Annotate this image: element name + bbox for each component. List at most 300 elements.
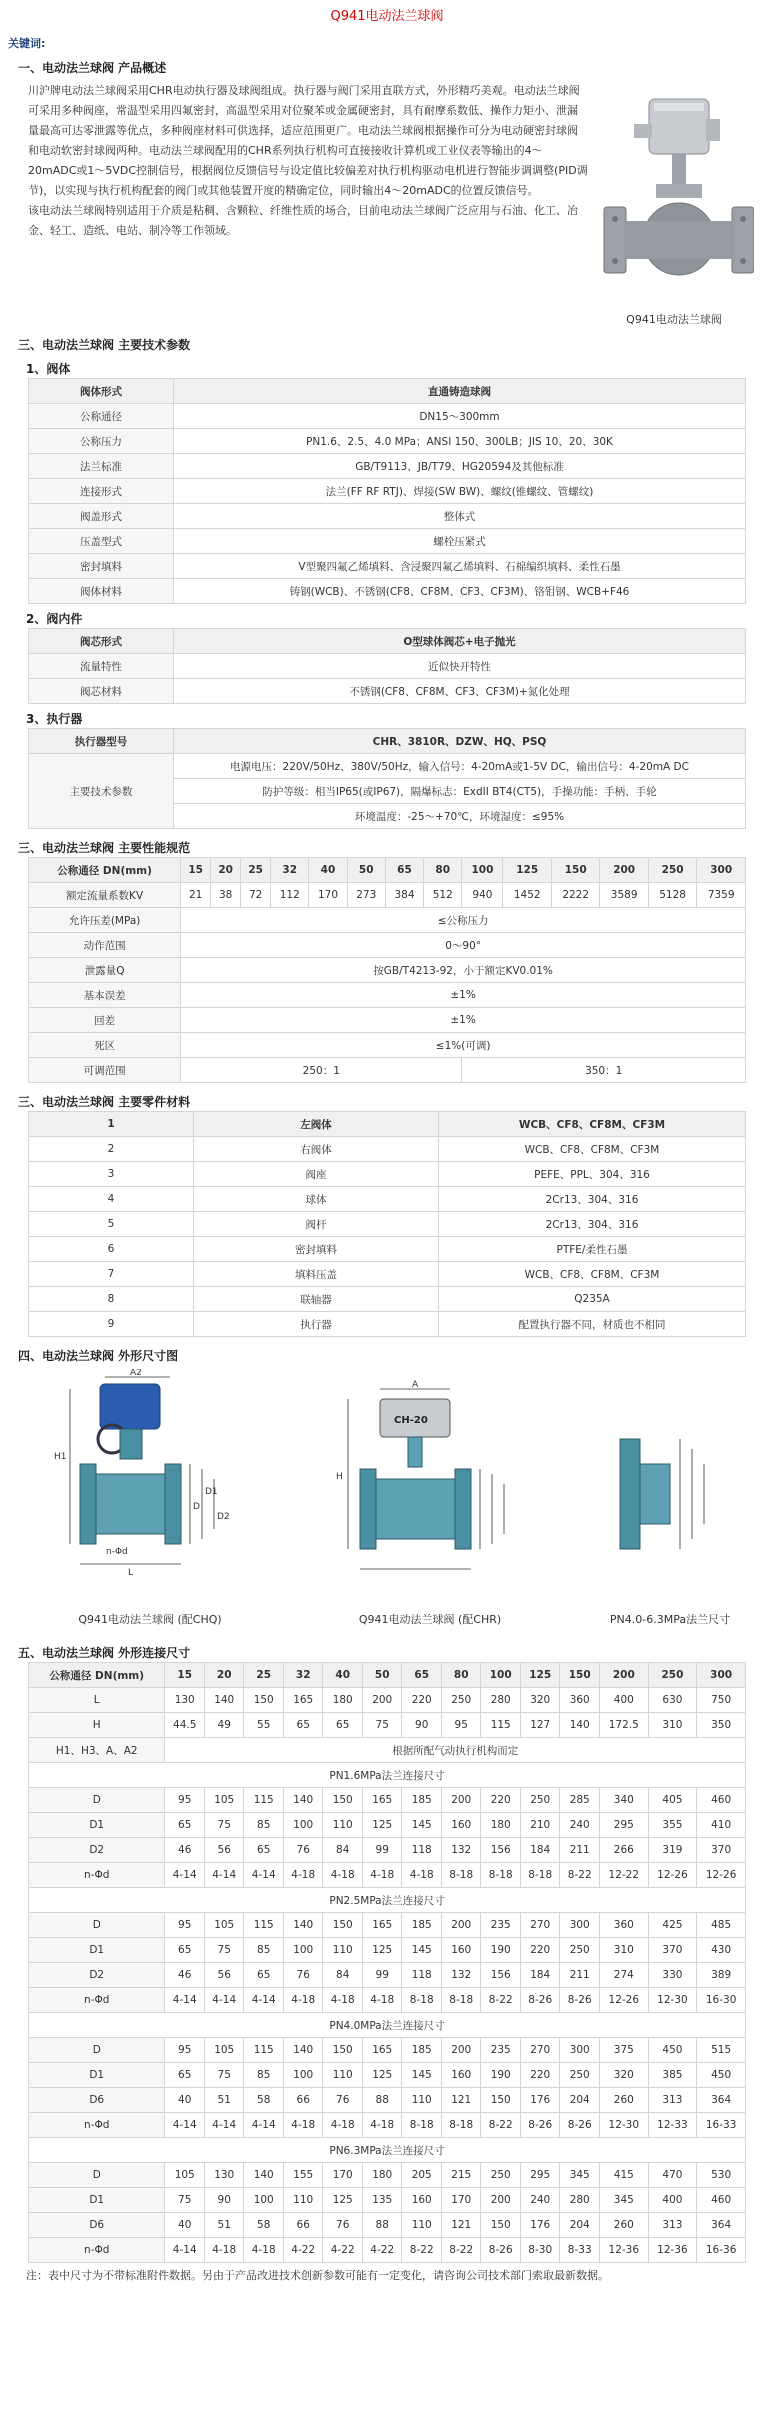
- table-header: 200: [599, 1663, 648, 1688]
- table-cell: 145: [402, 2063, 442, 2088]
- table-cell: 320: [520, 1688, 560, 1713]
- table-cell: 8-26: [520, 1988, 560, 2013]
- table-cell: 210: [520, 1813, 560, 1838]
- table-row: [29, 1738, 746, 1763]
- materials-table: [28, 1111, 746, 1337]
- table-cell: 56: [204, 1838, 244, 1863]
- table-cell: 450: [697, 2063, 746, 2088]
- table-cell: 220: [481, 1788, 521, 1813]
- table-cell: 7359: [697, 883, 746, 908]
- table-cell: 65: [323, 1713, 363, 1738]
- table-row: [29, 1112, 746, 1137]
- table-row: [29, 479, 746, 504]
- table-cell: 21: [181, 883, 211, 908]
- table-cell: 150: [481, 2213, 521, 2238]
- table-cell: 配置执行器不同，材质也不相同: [439, 1312, 746, 1337]
- table-cell: 8-26: [560, 1988, 600, 2013]
- table-row: [29, 2113, 746, 2138]
- table-cell: 4-14: [204, 2113, 244, 2138]
- table-cell: D: [29, 2038, 165, 2063]
- table-cell: 12-26: [648, 1863, 697, 1888]
- table-cell: 法兰(FF RF RTJ)、焊接(SW BW)、螺纹(锥螺纹、管螺纹): [174, 479, 746, 504]
- table-cell: 300: [560, 1913, 600, 1938]
- connection-table: [28, 1662, 746, 2263]
- table-cell: 750: [697, 1688, 746, 1713]
- table-cell: 130: [165, 1688, 205, 1713]
- table-header: 1: [29, 1112, 194, 1137]
- table-cell: 176: [520, 2088, 560, 2113]
- drawing-label: L: [128, 1568, 134, 1578]
- table-cell: 170: [441, 2188, 481, 2213]
- table-row: [29, 858, 746, 883]
- table-cell: 295: [520, 2163, 560, 2188]
- table-row: [29, 504, 746, 529]
- actuator-model-label: CH-20: [394, 1415, 428, 1426]
- table-cell: 165: [283, 1688, 323, 1713]
- table-cell: 121: [441, 2213, 481, 2238]
- table-cell: 整体式: [174, 504, 746, 529]
- table-cell: 125: [362, 1938, 402, 1963]
- table-cell: 360: [560, 1688, 600, 1713]
- overview-paragraph-2: 该电动法兰球阀特别适用于介质是粘稠、含颗粒、纤维性质的场合，目前电动法兰球阀广泛应用与石油、化工、冶金、轻工、造纸、电站、制冷等工作领域。: [28, 204, 578, 237]
- table-cell: 100: [283, 1813, 323, 1838]
- table-cell: 345: [599, 2188, 648, 2213]
- table-cell: 115: [244, 1788, 284, 1813]
- table-cell: 220: [402, 1688, 442, 1713]
- table-cell: 320: [599, 2063, 648, 2088]
- table-cell: V型聚四氟乙烯填料、含浸聚四氟乙烯填料、石棉编织填料、柔性石墨: [174, 554, 746, 579]
- table-cell: 319: [648, 1838, 697, 1863]
- table-header: CHR、3810R、DZW、HQ、PSQ: [174, 729, 746, 754]
- table-cell: PN2.5MPa法兰连接尺寸: [29, 1888, 746, 1913]
- table-cell: 法兰标准: [29, 454, 174, 479]
- table-row: [29, 2238, 746, 2263]
- table-cell: 8-22: [481, 1988, 521, 2013]
- table-cell: 132: [441, 1963, 481, 1988]
- drawing-caption-chr: Q941电动法兰球阀 (配CHR): [358, 1613, 502, 1626]
- table-cell: 1452: [503, 883, 551, 908]
- table-row: [29, 1888, 746, 1913]
- table-cell: 4-18: [402, 1863, 442, 1888]
- table-row: [29, 933, 746, 958]
- table-cell: 204: [560, 2088, 600, 2113]
- table-cell: 46: [165, 1838, 205, 1863]
- table-cell: 512: [424, 883, 462, 908]
- table-cell: 260: [599, 2213, 648, 2238]
- table-cell: 基本误差: [29, 983, 181, 1008]
- table-cell: H: [29, 1713, 165, 1738]
- table-cell: 940: [462, 883, 503, 908]
- table-header: 125: [503, 858, 551, 883]
- table-cell: PEFE、PPL、304、316: [439, 1162, 746, 1187]
- table-cell: 220: [520, 1938, 560, 1963]
- table-cell: 235: [481, 2038, 521, 2063]
- table-header: 15: [181, 858, 211, 883]
- actuator-heading: 3、执行器: [26, 712, 83, 726]
- table-cell: 235: [481, 1913, 521, 1938]
- table-cell: 球体: [194, 1187, 439, 1212]
- table-cell: 8-18: [520, 1863, 560, 1888]
- table-row: [29, 2213, 746, 2238]
- table-row: [29, 1963, 746, 1988]
- table-row: [29, 429, 746, 454]
- table-cell: ≤公称压力: [181, 908, 746, 933]
- table-cell: 8-26: [520, 2113, 560, 2138]
- table-cell: 190: [481, 1938, 521, 1963]
- table-row: [29, 1008, 746, 1033]
- table-cell: 4-18: [204, 2238, 244, 2263]
- table-row: [29, 1137, 746, 1162]
- table-cell: 12-33: [648, 2113, 697, 2138]
- table-cell: 公称压力: [29, 429, 174, 454]
- table-header: 公称通径 DN(mm): [29, 858, 181, 883]
- table-cell: 环境温度：-25～+70℃，环境湿度：≤95%: [174, 804, 746, 829]
- connection-heading: 五、电动法兰球阀 外形连接尺寸: [18, 1646, 191, 1660]
- table-row: [29, 529, 746, 554]
- table-cell: 泄露量Q: [29, 958, 181, 983]
- table-cell: 4-14: [204, 1988, 244, 2013]
- table-cell: 85: [244, 2063, 284, 2088]
- drawing-label: D: [193, 1502, 200, 1512]
- table-cell: 180: [481, 1813, 521, 1838]
- table-row: [29, 679, 746, 704]
- table-cell: 密封填料: [29, 554, 174, 579]
- table-cell: 44.5: [165, 1713, 205, 1738]
- table-cell: 4-14: [244, 1863, 284, 1888]
- table-row: [29, 2038, 746, 2063]
- table-cell: 84: [323, 1963, 363, 1988]
- table-cell: 204: [560, 2213, 600, 2238]
- dimension-drawings: [0, 1369, 774, 1634]
- table-cell: 执行器: [194, 1312, 439, 1337]
- table-cell: 0～90°: [181, 933, 746, 958]
- table-cell: 连接形式: [29, 479, 174, 504]
- table-cell: 根据所配气动执行机构而定: [165, 1738, 746, 1763]
- table-cell: 156: [481, 1963, 521, 1988]
- table-header: 100: [481, 1663, 521, 1688]
- valve-photo-caption: Q941电动法兰球阀: [626, 313, 722, 326]
- table-cell: D2: [29, 1838, 165, 1863]
- table-header: 50: [347, 858, 385, 883]
- table-cell: 364: [697, 2213, 746, 2238]
- table-cell: 2222: [551, 883, 599, 908]
- table-cell: 65: [165, 2063, 205, 2088]
- table-cell: 260: [599, 2088, 648, 2113]
- table-cell: 170: [309, 883, 347, 908]
- table-row: [29, 883, 746, 908]
- table-cell: 100: [283, 1938, 323, 1963]
- table-cell: 115: [481, 1713, 521, 1738]
- table-cell: 4-22: [362, 2238, 402, 2263]
- table-cell: 340: [599, 1788, 648, 1813]
- table-cell: 4-14: [244, 1988, 284, 2013]
- table-cell: 295: [599, 1813, 648, 1838]
- table-cell: 16-36: [697, 2238, 746, 2263]
- table-row: [29, 1212, 746, 1237]
- table-cell: 4-22: [283, 2238, 323, 2263]
- table-cell: DN15～300mm: [174, 404, 746, 429]
- table-cell: 250：1: [181, 1058, 462, 1083]
- table-cell: 105: [204, 2038, 244, 2063]
- table-cell: 415: [599, 2163, 648, 2188]
- table-cell: 流量特性: [29, 654, 174, 679]
- table-cell: 66: [283, 2213, 323, 2238]
- table-cell: 额定流量系数KV: [29, 883, 181, 908]
- table-cell: 4-18: [323, 1863, 363, 1888]
- table-cell: 140: [283, 1913, 323, 1938]
- table-cell: 115: [244, 1913, 284, 1938]
- table-cell: 370: [648, 1938, 697, 1963]
- table-cell: 95: [441, 1713, 481, 1738]
- table-cell: 125: [362, 1813, 402, 1838]
- table-cell: 8-18: [441, 1988, 481, 2013]
- table-cell: 170: [323, 2163, 363, 2188]
- table-header: 左阀体: [194, 1112, 439, 1137]
- table-row: [29, 629, 746, 654]
- table-cell: 可调范围: [29, 1058, 181, 1083]
- table-cell: 8-26: [560, 2113, 600, 2138]
- table-cell: 310: [599, 1938, 648, 1963]
- table-cell: H1、H3、A、A2: [29, 1738, 165, 1763]
- table-header: 15: [165, 1663, 205, 1688]
- table-cell: 135: [362, 2188, 402, 2213]
- table-cell: D: [29, 1913, 165, 1938]
- table-cell: 75: [204, 1938, 244, 1963]
- table-cell: 384: [385, 883, 423, 908]
- table-cell: 65: [165, 1938, 205, 1963]
- drawing-heading: 四、电动法兰球阀 外形尺寸图: [18, 1349, 179, 1363]
- table-header: 50: [362, 1663, 402, 1688]
- table-cell: D: [29, 2163, 165, 2188]
- table-cell: 460: [697, 1788, 746, 1813]
- table-cell: 8-18: [402, 1988, 442, 2013]
- table-header: 250: [648, 1663, 697, 1688]
- table-cell: 75: [362, 1713, 402, 1738]
- tech-params-heading: 三、电动法兰球阀 主要技术参数: [18, 338, 191, 352]
- table-cell: 8-33: [560, 2238, 600, 2263]
- table-row: [29, 1663, 746, 1688]
- table-cell: 410: [697, 1813, 746, 1838]
- drawing-flange: [600, 1429, 720, 1579]
- table-cell: PN1.6MPa法兰连接尺寸: [29, 1763, 746, 1788]
- table-cell: 8-22: [402, 2238, 442, 2263]
- table-header: 阀体形式: [29, 379, 174, 404]
- table-cell: 355: [648, 1813, 697, 1838]
- table-row: [29, 1913, 746, 1938]
- table-header: 150: [560, 1663, 600, 1688]
- table-cell: 4-22: [323, 2238, 363, 2263]
- table-cell: 8-30: [520, 2238, 560, 2263]
- table-cell: 370: [697, 1838, 746, 1863]
- table-cell: 132: [441, 1838, 481, 1863]
- table-cell: 右阀体: [194, 1137, 439, 1162]
- table-cell: 阀杆: [194, 1212, 439, 1237]
- table-cell: 389: [697, 1963, 746, 1988]
- table-cell: 8-22: [441, 2238, 481, 2263]
- inner-heading: 2、阀内件: [26, 612, 83, 626]
- table-cell: 90: [402, 1713, 442, 1738]
- table-row: [29, 2088, 746, 2113]
- table-cell: 49: [204, 1713, 244, 1738]
- table-cell: GB/T9113、JB/T79、HG20594及其他标准: [174, 454, 746, 479]
- table-header: 250: [648, 858, 696, 883]
- table-cell: 阀芯材料: [29, 679, 174, 704]
- table-cell: 530: [697, 2163, 746, 2188]
- table-cell: 150: [323, 1913, 363, 1938]
- table-cell: 99: [362, 1963, 402, 1988]
- overview-paragraph-1: 川沪牌电动法兰球阀采用CHR电动执行器及球阀组成。执行器与阀门采用直联方式，外形精巧美观。电动法兰球阀可采用多种阀座，常温型采用四氟密封，高温型采用对位聚苯或金属硬密封，具有耐摩系数低、操作力矩小、泄漏量最高可达零泄露等优点，多种阀座材料可供选择，适应范围更广。电动法兰球阀根据操作可分为电动硬密封球阀和电动软密封球阀两种。电动法兰球阀配用的CHR系列执行机构可直接接收计算机或工业仪表等输出的4～20mADC或1～5VDC控制信号，根据阀位反馈信号与设定值比较偏差对执行机构驱动电机进行智能步调调整(PID调节)，以实现与执行机构配套的阀门或其他装置开度的精确定位，同时输出4～20mADC的位置反馈信号。: [28, 84, 588, 197]
- table-header: 32: [271, 858, 309, 883]
- table-cell: 12-22: [599, 1863, 648, 1888]
- table-cell: 8-22: [481, 2113, 521, 2138]
- table-header: 150: [551, 858, 599, 883]
- table-cell: 55: [244, 1713, 284, 1738]
- table-cell: WCB、CF8、CF8M、CF3M: [439, 1262, 746, 1287]
- table-row: [29, 1788, 746, 1813]
- inner-table: [28, 628, 746, 704]
- table-cell: 125: [362, 2063, 402, 2088]
- table-cell: 12-30: [648, 1988, 697, 2013]
- table-cell: 115: [244, 2038, 284, 2063]
- table-cell: 4-18: [323, 1988, 363, 2013]
- table-cell: n-Φd: [29, 1863, 165, 1888]
- table-cell: 4-14: [165, 1988, 205, 2013]
- table-cell: 310: [648, 1713, 697, 1738]
- table-cell: 250: [560, 1938, 600, 1963]
- table-cell: 4-18: [283, 2113, 323, 2138]
- table-cell: 75: [204, 1813, 244, 1838]
- drawing-label: A: [412, 1380, 419, 1390]
- table-cell: 405: [648, 1788, 697, 1813]
- table-cell: 8-18: [481, 1863, 521, 1888]
- table-cell: 155: [283, 2163, 323, 2188]
- table-cell: PN1.6、2.5、4.0 MPa；ANSI 150、300LB；JIS 10、20、30K: [174, 429, 746, 454]
- table-cell: 9: [29, 1312, 194, 1337]
- table-row: [29, 958, 746, 983]
- table-cell: D1: [29, 1813, 165, 1838]
- table-cell: 200: [441, 2038, 481, 2063]
- drawing-chq: [50, 1369, 250, 1609]
- table-cell: 470: [648, 2163, 697, 2188]
- table-cell: n-Φd: [29, 1988, 165, 2013]
- table-cell: 76: [323, 2213, 363, 2238]
- table-row: [29, 2188, 746, 2213]
- table-cell: 75: [165, 2188, 205, 2213]
- table-header: 80: [441, 1663, 481, 1688]
- table-cell: 400: [599, 1688, 648, 1713]
- table-cell: 58: [244, 2088, 284, 2113]
- table-cell: 4-14: [244, 2113, 284, 2138]
- table-header: 300: [697, 1663, 746, 1688]
- table-cell: n-Φd: [29, 2238, 165, 2263]
- table-cell: 211: [560, 1963, 600, 1988]
- table-cell: 140: [560, 1713, 600, 1738]
- table-cell: 215: [441, 2163, 481, 2188]
- table-cell: 160: [441, 1938, 481, 1963]
- table-row: [29, 1838, 746, 1863]
- table-cell: 允许压差(MPa): [29, 908, 181, 933]
- table-cell: 40: [165, 2213, 205, 2238]
- table-row: [29, 1988, 746, 2013]
- table-cell: 118: [402, 1963, 442, 1988]
- table-cell: 375: [599, 2038, 648, 2063]
- table-cell: 330: [648, 1963, 697, 1988]
- table-cell: 95: [165, 1788, 205, 1813]
- table-header: 25: [241, 858, 271, 883]
- table-row: [29, 1287, 746, 1312]
- table-row: [29, 654, 746, 679]
- table-cell: 3589: [600, 883, 648, 908]
- overview-heading: 一、电动法兰球阀 产品概述: [18, 61, 167, 75]
- table-cell: 51: [204, 2213, 244, 2238]
- table-header: 阀芯形式: [29, 629, 174, 654]
- table-cell: 180: [362, 2163, 402, 2188]
- table-cell: 12-30: [599, 2113, 648, 2138]
- table-cell: 150: [323, 2038, 363, 2063]
- table-cell: 270: [520, 1913, 560, 1938]
- table-cell: 156: [481, 1838, 521, 1863]
- valve-photo: [594, 89, 754, 309]
- table-cell: D1: [29, 2063, 165, 2088]
- table-cell: 313: [648, 2088, 697, 2113]
- table-row: [29, 1237, 746, 1262]
- table-header: 20: [211, 858, 241, 883]
- table-cell: 105: [165, 2163, 205, 2188]
- table-cell: 145: [402, 1813, 442, 1838]
- table-header: 20: [204, 1663, 244, 1688]
- table-row: [29, 554, 746, 579]
- table-cell: 58: [244, 2213, 284, 2238]
- table-cell: 按GB/T4213-92，小于额定KV0.01%: [181, 958, 746, 983]
- table-header: 65: [402, 1663, 442, 1688]
- table-row: [29, 1688, 746, 1713]
- table-cell: 75: [204, 2063, 244, 2088]
- table-cell: 515: [697, 2038, 746, 2063]
- table-cell: 85: [244, 1813, 284, 1838]
- table-header: 40: [309, 858, 347, 883]
- drawing-caption-chq: Q941电动法兰球阀 (配CHQ): [78, 1613, 222, 1626]
- table-cell: 121: [441, 2088, 481, 2113]
- table-cell: 5: [29, 1212, 194, 1237]
- table-cell: ≤1%(可调): [181, 1033, 746, 1058]
- drawing-label: H: [336, 1472, 343, 1482]
- table-header: 100: [462, 858, 503, 883]
- table-cell: 螺栓压紧式: [174, 529, 746, 554]
- table-row: [29, 729, 746, 754]
- table-cell: 200: [362, 1688, 402, 1713]
- table-cell: 285: [560, 1788, 600, 1813]
- table-row: [29, 1058, 746, 1083]
- table-cell: 140: [283, 1788, 323, 1813]
- table-cell: n-Φd: [29, 2113, 165, 2138]
- table-cell: 145: [402, 1938, 442, 1963]
- table-cell: 172.5: [599, 1713, 648, 1738]
- table-cell: 350：1: [462, 1058, 746, 1083]
- table-cell: 不锈钢(CF8、CF8M、CF3、CF3M)+氮化处理: [174, 679, 746, 704]
- table-cell: 死区: [29, 1033, 181, 1058]
- table-cell: 165: [362, 2038, 402, 2063]
- table-cell: 364: [697, 2088, 746, 2113]
- table-cell: 250: [560, 2063, 600, 2088]
- table-cell: 350: [697, 1713, 746, 1738]
- table-cell: D6: [29, 2213, 165, 2238]
- table-cell: WCB、CF8、CF8M、CF3M: [439, 1137, 746, 1162]
- table-cell: 88: [362, 2213, 402, 2238]
- table-row: [29, 908, 746, 933]
- table-cell: 450: [648, 2038, 697, 2063]
- table-cell: 140: [204, 1688, 244, 1713]
- table-row: [29, 2163, 746, 2188]
